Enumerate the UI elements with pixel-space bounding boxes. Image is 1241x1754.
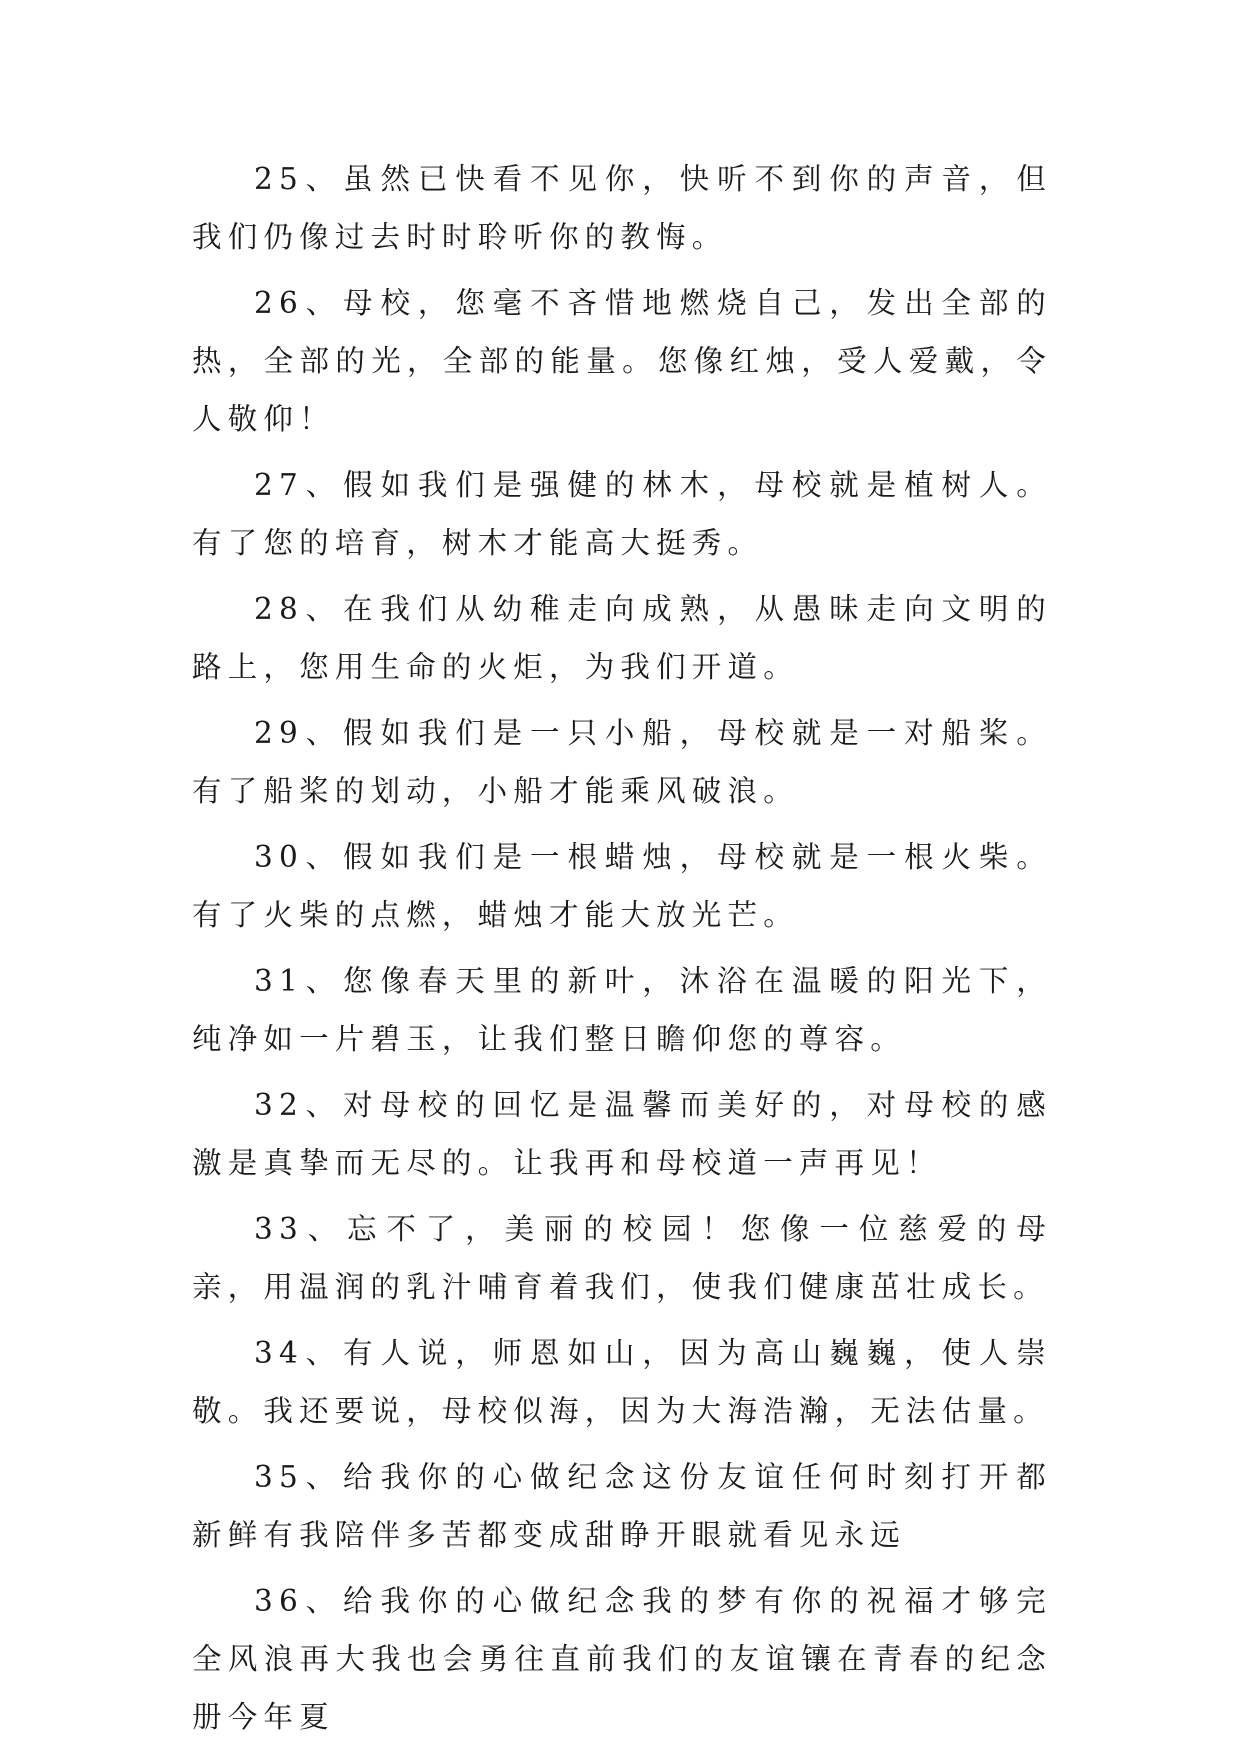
paragraph-32: 32、对母校的回忆是温馨而美好的，对母校的感激是真挚而无尽的。让我再和母校道一声再见！ [192, 1088, 1052, 1180]
paragraph-27: 27、假如我们是强健的林木，母校就是植树人。有了您的培育，树木才能高大挺秀。 [192, 468, 1052, 560]
paragraph-31: 31、您像春天里的新叶，沐浴在温暖的阳光下，纯净如一片碧玉，让我们整日瞻仰您的尊容。 [192, 964, 1052, 1056]
paragraph-26: 26、母校，您毫不吝惜地燃烧自己，发出全部的热，全部的光，全部的能量。您像红烛，受人爱戴，令人敬仰！ [192, 286, 1052, 436]
paragraph-33: 33、忘不了，美丽的校园！您像一位慈爱的母亲，用温润的乳汁哺育着我们，使我们健康茁壮成长。 [192, 1212, 1052, 1304]
paragraph-29: 29、假如我们是一只小船，母校就是一对船桨。有了船桨的划动，小船才能乘风破浪。 [192, 716, 1052, 808]
paragraph-30: 30、假如我们是一根蜡烛，母校就是一根火柴。有了火柴的点燃，蜡烛才能大放光芒。 [192, 840, 1052, 932]
paragraph-36: 36、给我你的心做纪念我的梦有你的祝福才够完全风浪再大我也会勇往直前我们的友谊镶在青春的纪念册今年夏 [192, 1584, 1052, 1734]
document-body [192, 150, 1052, 1754]
paragraph-35: 35、给我你的心做纪念这份友谊任何时刻打开都新鲜有我陪伴多苦都变成甜睁开眼就看见永远 [192, 1460, 1052, 1552]
paragraph-28: 28、在我们从幼稚走向成熟，从愚昧走向文明的路上，您用生命的火炬，为我们开道。 [192, 592, 1052, 684]
paragraph-34: 34、有人说，师恩如山，因为高山巍巍，使人崇敬。我还要说，母校似海，因为大海浩瀚，无法估量。 [192, 1336, 1052, 1428]
paragraph-25: 25、虽然已快看不见你，快听不到你的声音，但我们仍像过去时时聆听你的教悔。 [192, 162, 1052, 254]
